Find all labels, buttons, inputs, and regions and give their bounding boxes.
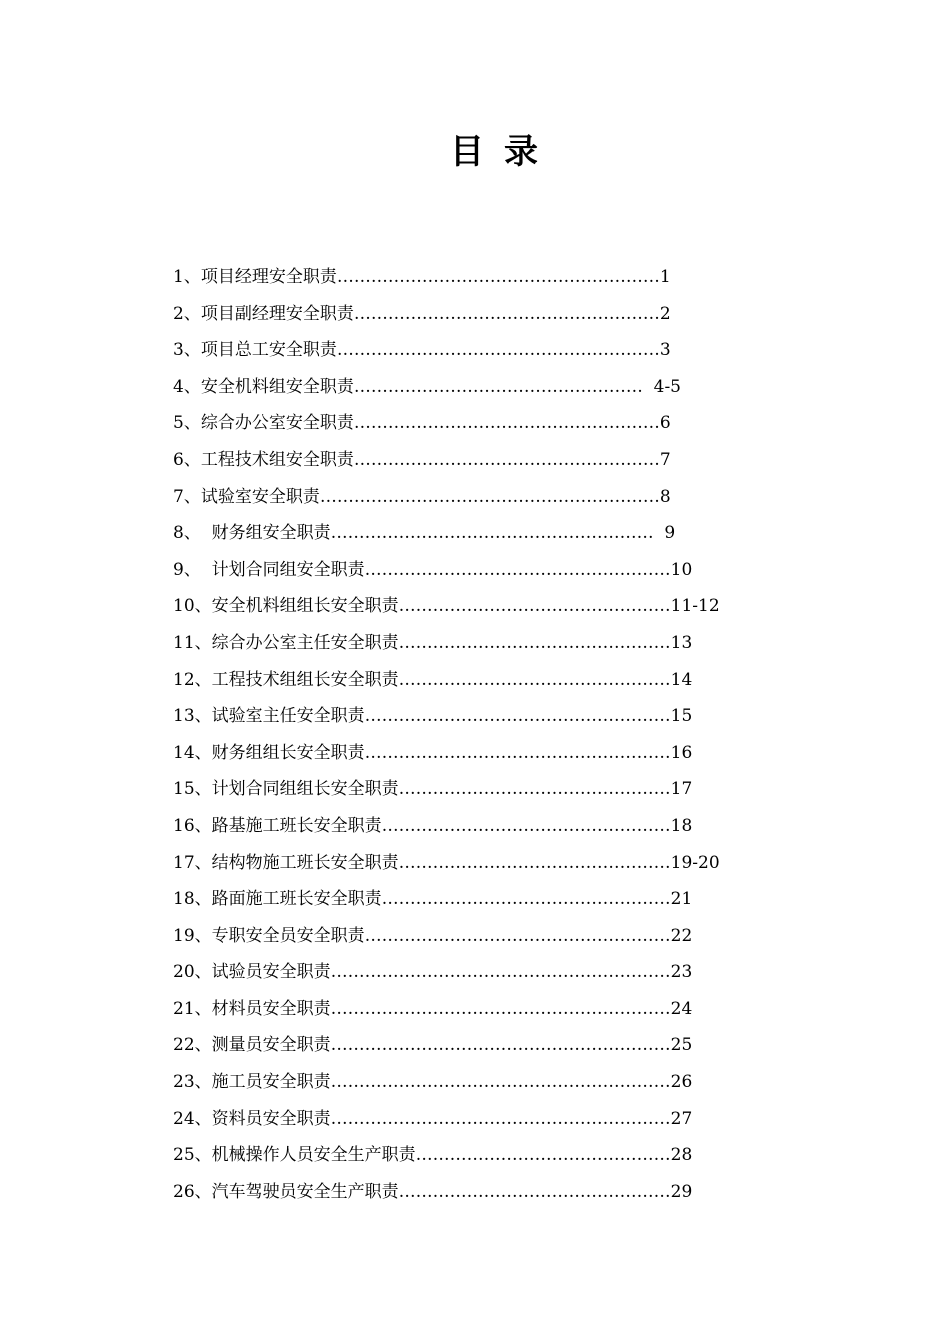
toc-entry: [173, 991, 753, 1028]
toc-entry: [173, 1174, 753, 1211]
toc-entry: [173, 698, 753, 735]
toc-entry: [173, 662, 753, 699]
toc-entry-text: 18、路面施工班长安全职责……………………………………………21: [173, 889, 693, 910]
toc-entry-text: 17、结构物施工班长安全职责…………………………………………19-20: [173, 852, 720, 873]
toc-entry-text: 24、资料员安全职责……………………………………………………27: [173, 1108, 693, 1129]
toc-entry-text: 2、项目副经理安全职责………………………………………………2: [173, 303, 671, 324]
toc-entry: [173, 1027, 753, 1064]
toc-entry: [173, 954, 753, 991]
toc-entry: [173, 1101, 753, 1138]
toc-entry-text: 21、材料员安全职责……………………………………………………24: [173, 998, 693, 1019]
toc-entry: [173, 332, 753, 369]
toc-entry: [173, 808, 753, 845]
toc-entry-text: 4、安全机料组安全职责…………………………………………… 4-5: [173, 376, 681, 397]
toc-entry-text: 23、施工员安全职责……………………………………………………26: [173, 1072, 693, 1093]
toc-entry-text: 11、综合办公室主任安全职责…………………………………………13: [173, 632, 693, 653]
toc-entry: [173, 442, 753, 479]
toc-entry-text: 10、安全机料组组长安全职责…………………………………………11-12: [173, 596, 720, 617]
toc-entry: [173, 625, 753, 662]
toc-entry-text: 1、项目经理安全职责…………………………………………………1: [173, 267, 671, 287]
toc-entry: [173, 918, 753, 955]
toc-entry-text: 9、 计划合同组安全职责………………………………………………10: [173, 559, 693, 580]
toc-entry-text: 15、计划合同组组长安全职责…………………………………………17: [173, 779, 693, 800]
toc-list: [173, 259, 753, 1210]
toc-entry-text: 12、工程技术组组长安全职责…………………………………………14: [173, 669, 693, 690]
toc-entry: [173, 588, 753, 625]
toc-entry: [173, 1137, 753, 1174]
toc-entry: [173, 405, 753, 442]
toc-entry-text: 22、测量员安全职责……………………………………………………25: [173, 1035, 693, 1056]
toc-entry: [173, 369, 753, 406]
toc-entry-text: 6、工程技术组安全职责………………………………………………7: [173, 449, 671, 470]
toc-entry: [173, 515, 753, 552]
toc-entry: [173, 552, 753, 589]
toc-entry-text: 13、试验室主任安全职责………………………………………………15: [173, 706, 693, 727]
toc-entry: [173, 735, 753, 772]
toc-entry-text: 26、汽车驾驶员安全生产职责…………………………………………29: [173, 1181, 693, 1202]
toc-entry: [173, 771, 753, 808]
toc-title: 目录: [450, 132, 558, 172]
toc-entry-text: 8、 财务组安全职责………………………………………………… 9: [173, 523, 676, 544]
toc-entry-text: 7、试验室安全职责……………………………………………………8: [173, 486, 671, 507]
toc-entry-text: 5、综合办公室安全职责………………………………………………6: [173, 413, 671, 434]
toc-entry: [173, 296, 753, 333]
toc-entry: [173, 259, 753, 296]
toc-entry-text: 16、路基施工班长安全职责……………………………………………18: [173, 815, 693, 836]
toc-entry-text: 25、机械操作人员安全生产职责………………………………………28: [173, 1145, 693, 1166]
toc-entry-text: 14、财务组组长安全职责………………………………………………16: [173, 742, 693, 763]
toc-entry: [173, 1064, 753, 1101]
toc-entry-text: 19、专职安全员安全职责………………………………………………22: [173, 925, 693, 946]
toc-entry-text: 3、项目总工安全职责…………………………………………………3: [173, 340, 671, 361]
toc-entry: [173, 881, 753, 918]
toc-entry: [173, 845, 753, 882]
toc-entry-text: 20、试验员安全职责……………………………………………………23: [173, 962, 693, 983]
toc-entry: [173, 479, 753, 516]
